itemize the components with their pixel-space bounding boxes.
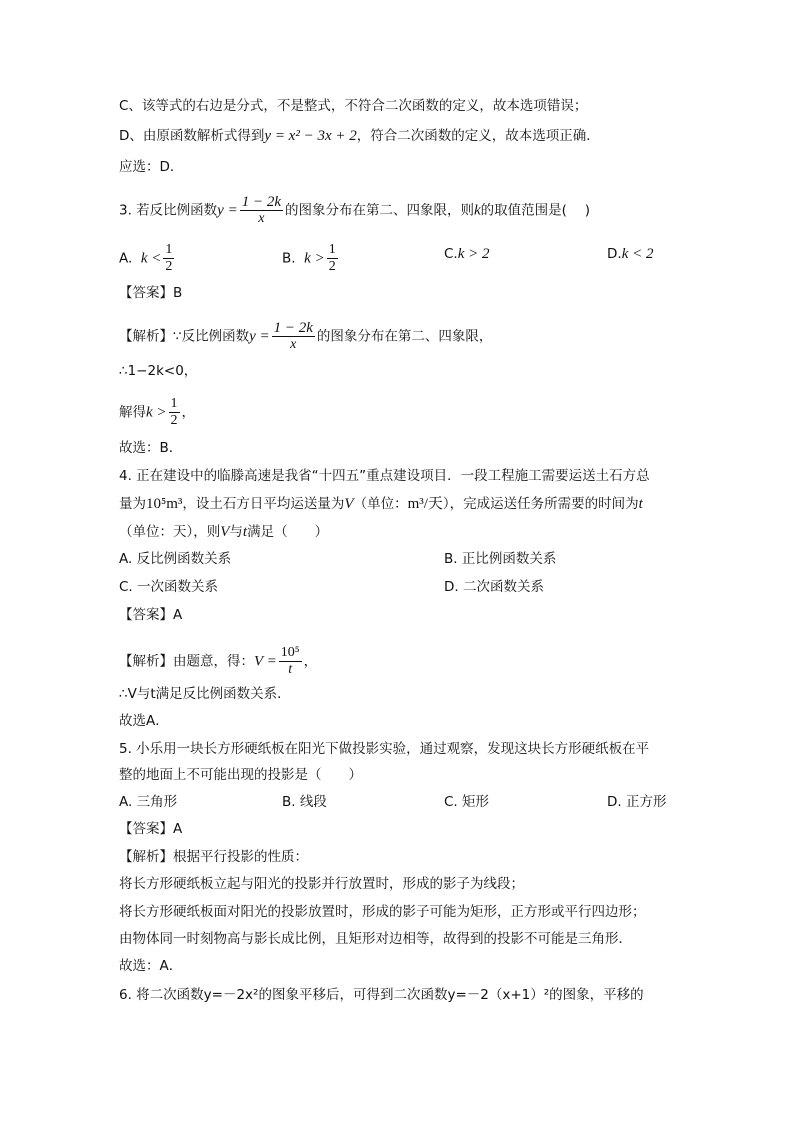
math-expression: t <box>638 496 643 512</box>
option-d <box>607 244 653 264</box>
math-expression: y = x² − 3x + 2 <box>264 128 357 144</box>
text-run: ），完成运送任务所需要的时间为 <box>442 496 639 512</box>
option-label: C. <box>444 246 458 262</box>
analysis-line: 【解析】根据平行投影的性质： <box>119 849 308 865</box>
math-expression: V = <box>254 653 277 670</box>
answer-line: 【答案】A <box>119 821 183 837</box>
fraction-numerator: 1 <box>165 242 173 257</box>
math-expression: k < <box>140 250 162 267</box>
math-expression: k <box>473 202 481 219</box>
option-c: C. 一次函数关系 <box>119 579 219 595</box>
fraction-numerator: 1 − 2k <box>241 194 281 210</box>
analysis-line: 故选：A． <box>119 958 183 974</box>
math-expression: V <box>344 496 354 512</box>
math-expression: y = <box>249 328 270 345</box>
option-b <box>282 242 340 275</box>
fraction-numerator: 1 <box>328 242 336 257</box>
text-run: 解得 <box>119 404 146 421</box>
text-run: （单位： <box>353 496 408 512</box>
option-d: D. 二次函数关系 <box>444 579 544 595</box>
math-expression: m³/天 <box>407 496 443 512</box>
analysis-line: 由物体同一时刻物高与影长成比例，且矩形对边相等，故得到的投影不可能是三角形． <box>119 931 632 947</box>
analysis-line: 将长方形硬纸板面对阳光的投影放置时，形成的影子可能为矩形，正方形或平行四边形； <box>119 904 646 920</box>
analysis-line: 故选A． <box>119 713 169 729</box>
question-4-stem <box>119 494 643 514</box>
fraction-denominator: t <box>279 661 302 678</box>
text-run: 3. 若反比例函数 <box>119 202 218 219</box>
text-run: D、由原函数解析式得到 <box>119 128 265 144</box>
text-line: 应选：D． <box>119 159 184 175</box>
text-run: 【解析】∵反比例函数 <box>119 328 250 345</box>
fraction-denominator: 2 <box>165 259 173 274</box>
analysis-line <box>119 396 195 429</box>
math-expression: y = <box>217 202 238 219</box>
math-expression: k > <box>146 404 167 421</box>
fraction <box>240 194 283 227</box>
analysis-line: ∴1−2k<0， <box>119 363 198 379</box>
analysis-line: ∴V与t满足反比例函数关系． <box>119 686 291 702</box>
fraction <box>327 242 338 275</box>
option-label: A. <box>119 250 133 267</box>
fraction-denominator: 2 <box>170 413 178 428</box>
question-3-stem <box>119 194 590 227</box>
option-a <box>119 242 176 275</box>
fraction-denominator: 2 <box>328 259 336 274</box>
text-run: （单位：天），则 <box>119 524 221 540</box>
option-label: B. <box>282 250 296 267</box>
fraction-denominator: x <box>272 336 315 353</box>
fraction <box>279 645 302 678</box>
math-expression: t <box>242 524 248 540</box>
math-expression: V <box>220 524 230 540</box>
fraction-denominator: x <box>240 210 283 227</box>
question-4-stem: 4. 正在建设中的临滕高速是我省“十四五”重点建设项目．一段工程施工需要运送土石方总 <box>119 468 650 484</box>
math-expression: k < 2 <box>621 246 654 262</box>
text-run: 的取值范围是( ) <box>480 202 590 219</box>
question-5-stem: 整的地面上不可能出现的投影是（ ） <box>119 767 362 783</box>
question-6-stem: 6. 将二次函数y=－2x²的图象平移后，可得到二次函数y=－2（x+1）²的图象，平移的 <box>119 987 644 1003</box>
option-b: B. 线段 <box>282 794 327 810</box>
text-run: 满足（ ） <box>247 524 329 540</box>
option-label: D. <box>607 246 622 262</box>
text-line <box>119 126 600 146</box>
text-run: ，设土石方日平均运送量为 <box>182 496 345 512</box>
answer-line: 【答案】A <box>119 607 183 623</box>
answer-line: 【答案】B <box>119 285 183 301</box>
option-b: B. 正比例函数关系 <box>444 551 557 567</box>
text-run: ， <box>303 653 318 670</box>
question-5-stem: 5. 小乐用一块长方形硬纸板在阳光下做投影实验，通过观察，发现这块长方形硬纸板在平 <box>119 741 650 757</box>
fraction-numerator: 1 <box>170 396 178 411</box>
text-run: 【解析】由题意，得： <box>119 653 254 670</box>
option-d: D. 正方形 <box>607 794 667 810</box>
math-expression: 10⁵m³ <box>146 496 183 512</box>
analysis-line <box>119 320 492 353</box>
text-line: C、该等式的右边是分式，不是整式，不符合二次函数的定义，故本选项错误； <box>119 98 588 114</box>
fraction-numerator: 10⁵ <box>280 645 300 660</box>
math-expression: k > <box>304 250 325 267</box>
question-4-stem <box>119 522 328 542</box>
analysis-line <box>119 645 317 678</box>
text-run: 的图象分布在第二、四象限，则 <box>284 202 474 219</box>
option-a: A. 反比例函数关系 <box>119 551 232 567</box>
text-run: ，符合二次函数的定义，故本选项正确． <box>356 128 600 144</box>
math-expression: k > 2 <box>457 246 490 262</box>
text-run: 的图象分布在第二、四象限， <box>316 328 493 345</box>
analysis-line: 故选：B． <box>119 440 183 456</box>
text-run: ， <box>181 404 196 421</box>
text-run: 量为 <box>119 496 146 512</box>
fraction <box>272 320 315 353</box>
option-c <box>444 244 490 264</box>
option-a: A. 三角形 <box>119 794 178 810</box>
analysis-line: 将长方形硬纸板立起与阳光的投影并行放置时，形成的影子为线段； <box>119 876 524 892</box>
fraction <box>169 396 180 429</box>
text-run: 与 <box>229 524 243 540</box>
fraction-numerator: 1 − 2k <box>273 320 313 336</box>
option-c: C. 矩形 <box>444 794 490 810</box>
fraction <box>163 242 174 275</box>
